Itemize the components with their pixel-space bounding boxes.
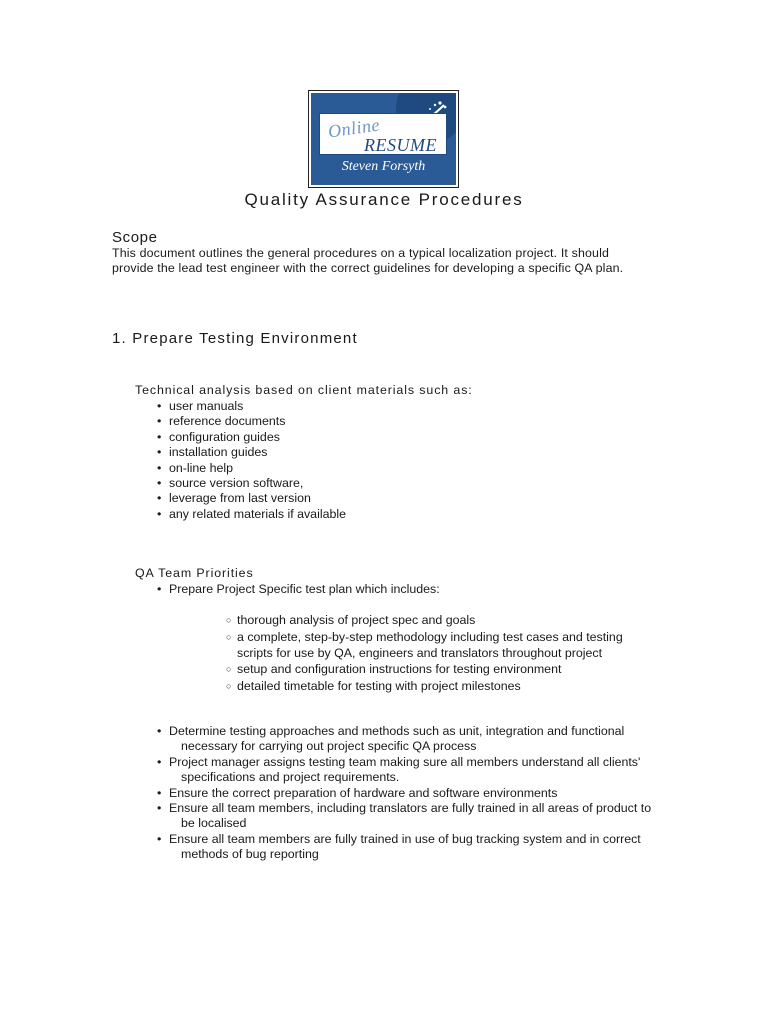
online-resume-logo [308,90,459,188]
list-item-text: • Ensure the correct preparation of hardware and software environments [169,785,558,800]
logo-name: Steven Forsyth [341,159,426,174]
list-item: • source version software, [157,476,557,491]
list-item-text: • Ensure all team members are fully trained in use of bug tracking system and in correct methods of bug reporting [169,831,641,862]
list-item [157,755,657,786]
list-item-text: • Determine testing approaches and methods such as unit, integration and functional necessary for carrying out project specific QA process [169,724,625,754]
tech-materials-list [157,399,557,522]
logo-online-text: Online [326,114,382,142]
list-item: • user manuals [157,399,557,414]
test-plan-sublist [226,613,656,694]
list-item: • leverage from last version [157,491,557,506]
list-item [157,724,657,755]
qa-team-heading: QA Team Priorities [135,566,254,580]
list-item: • on-line help [157,461,557,476]
scope-heading: Scope [112,229,158,246]
section-1-heading: 1. Prepare Testing Environment [112,330,358,347]
list-item-text: • Project manager assigns testing team making sure all members understand all clients' specifications and project requirements. [169,754,641,785]
tech-analysis-intro: Technical analysis based on client materials such as: [135,383,473,397]
scope-text: This document outlines the general procedures on a typical localization project. It should provide the lead test engineer with the correct guidelines for developing a specific QA plan. [112,246,624,276]
sub-list-item: ○ setup and configuration instructions for testing environment [226,662,656,677]
list-item: • installation guides [157,445,557,460]
list-item: • configuration guides [157,430,557,445]
logo-resume-text: RESUME [364,135,437,155]
sub-list-item: ○ thorough analysis of project spec and goals [226,613,656,628]
list-item-text: • Ensure all team members, including translators are fully trained in all areas of product to be localised [169,801,652,831]
qa-priorities-list [157,724,657,863]
list-item [157,801,657,832]
sub-list-item: ○ a complete, step-by-step methodology including test cases and testing scripts for use by QA, engineers and translators throughout project [226,630,656,661]
list-item: • reference documents [157,414,557,429]
list-item: • Prepare Project Specific test plan which includes: [157,582,637,597]
document-title: Quality Assurance Procedures [244,190,524,209]
qa-first-list [157,582,637,597]
sub-list-item: ○ detailed timetable for testing with project milestones [226,679,656,694]
list-item: • any related materials if available [157,507,557,522]
logo-panel [311,93,456,185]
list-item [157,832,657,863]
list-item [157,786,657,801]
logo-card [319,113,447,155]
